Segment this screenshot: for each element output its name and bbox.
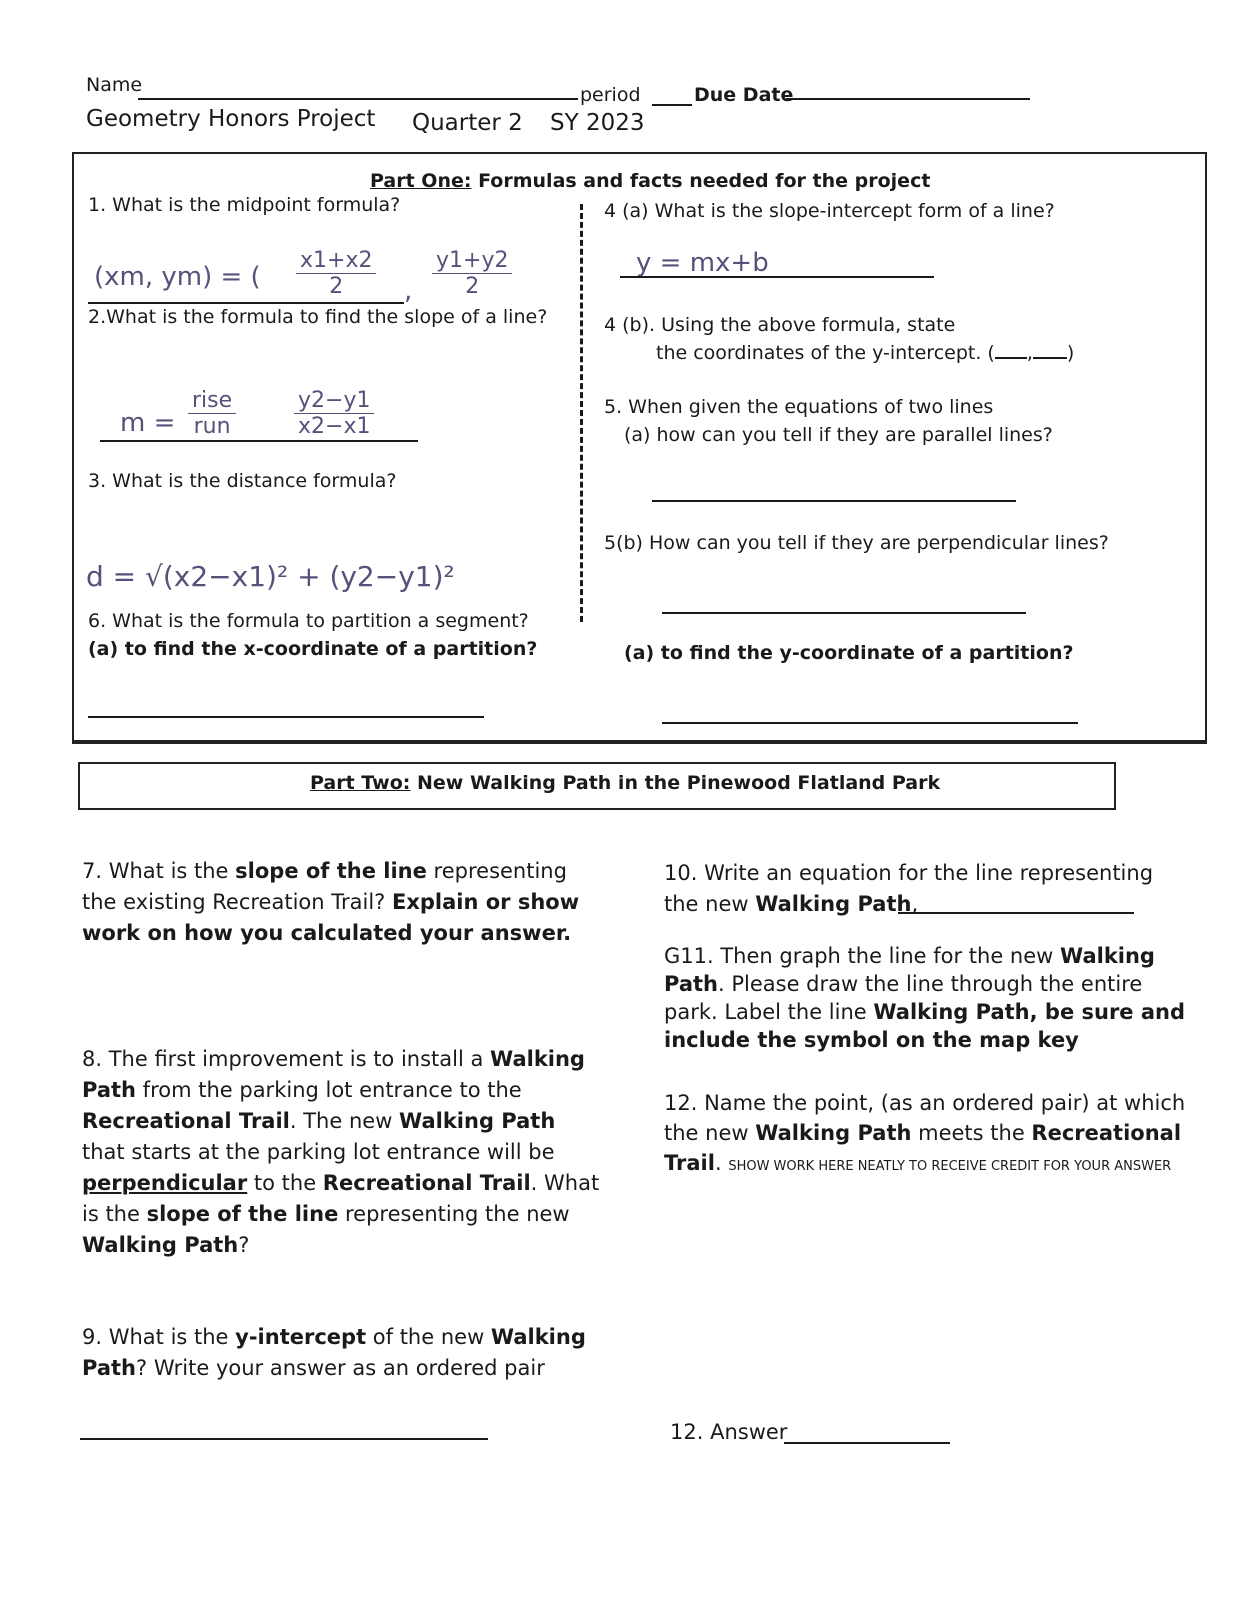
- question-1: 1. What is the midpoint formula?: [88, 194, 401, 216]
- q11-bold-2: Walking Path, be sure and include the symbol on the map key: [664, 1000, 1186, 1052]
- question-9: [82, 1322, 612, 1384]
- name-field[interactable]: [138, 98, 578, 100]
- slope-run: run: [193, 414, 231, 439]
- q12-text-3: .: [714, 1151, 729, 1175]
- slope-numerator: y2−y1: [294, 388, 374, 414]
- q8-bold-6: Walking Path: [82, 1233, 239, 1257]
- school-year: SY 2023: [550, 110, 645, 136]
- q7-bold-1: slope of the line: [235, 859, 427, 883]
- q8-text-8: ?: [238, 1233, 250, 1257]
- q8-text-7: representing the new: [338, 1202, 570, 1226]
- question-7: [82, 856, 602, 949]
- question-6b: (a) to find the y-coordinate of a partition?: [624, 642, 1074, 664]
- q11-text-2: . Please draw the line through the entire park. Label the line: [664, 972, 1143, 1024]
- q10-text-1: 10. Write an equation for the line representing the new: [664, 861, 1154, 916]
- question-5a: (a) how can you tell if they are parallel lines?: [624, 424, 1053, 446]
- midpoint-lhs: (xm, ym) = (: [94, 262, 261, 292]
- y-intercept-x-field[interactable]: [995, 357, 1027, 359]
- part-one-box-bottom: [72, 740, 1205, 742]
- period-field[interactable]: [652, 104, 692, 106]
- q8-text-1: 8. The first improvement is to install a: [82, 1047, 491, 1071]
- slope-y-over-x: [294, 388, 374, 439]
- name-label: Name: [86, 74, 143, 96]
- slope-m: m =: [120, 408, 176, 438]
- question-4b-prompt: the coordinates of the y-intercept. (: [656, 342, 995, 364]
- q9-text-1: 9. What is the: [82, 1325, 236, 1349]
- answer-line-q5b[interactable]: [662, 612, 1026, 614]
- q8-bold-1: Walking Path: [82, 1047, 585, 1102]
- q8-text-6: . What is the: [82, 1171, 600, 1226]
- q12-bold-1: Walking Path: [755, 1121, 912, 1145]
- q8-text-4: that starts at the parking lot entrance will be: [82, 1140, 555, 1164]
- question-10: [664, 858, 1184, 920]
- period-label: period: [580, 84, 641, 106]
- q9-bold-2: Walking Path: [82, 1325, 586, 1380]
- midpoint-x-numerator: x1+x2: [296, 248, 376, 274]
- answer-line-q2[interactable]: [100, 440, 418, 442]
- midpoint-y-denominator: 2: [465, 274, 480, 299]
- q11-bold-1: Walking Path: [664, 944, 1155, 996]
- question-12: [664, 1088, 1194, 1179]
- midpoint-comma: ,: [404, 276, 413, 306]
- question-4b-comma: ,: [1026, 342, 1033, 364]
- q9-text-3: ? Write your answer as an ordered pair: [136, 1356, 545, 1380]
- midpoint-x-fraction: [296, 248, 376, 299]
- q8-bold-5: slope of the line: [146, 1202, 339, 1226]
- answer-line-q10[interactable]: [898, 912, 1134, 914]
- q11-text-1: G11. Then graph the line for the new: [664, 944, 1061, 968]
- question-6a: (a) to find the x-coordinate of a partition?: [88, 638, 538, 660]
- q10-bold-1: Walking Path: [755, 892, 912, 916]
- answer-line-q9[interactable]: [80, 1438, 488, 1440]
- slope-rise-run: [188, 388, 236, 439]
- distance-formula: d = √(x2−x1)² + (y2−y1)²: [86, 560, 455, 593]
- question-5b: 5(b) How can you tell if they are perpendicular lines?: [604, 532, 1109, 554]
- question-4b-line1: 4 (b). Using the above formula, state: [604, 314, 956, 336]
- question-4b-close: ): [1066, 342, 1075, 364]
- course-title: Geometry Honors Project: [86, 106, 376, 132]
- question-12-answer-label: 12. Answer: [670, 1420, 788, 1444]
- question-4b-line2: [656, 342, 1074, 364]
- q9-text-2: of the new: [366, 1325, 491, 1349]
- midpoint-y-fraction: [432, 248, 512, 299]
- answer-line-q6b[interactable]: [662, 722, 1078, 724]
- q9-bold-1: y-intercept: [235, 1325, 367, 1349]
- y-intercept-y-field[interactable]: [1033, 357, 1067, 359]
- q7-bold-2: Explain or show work on how you calculated your answer.: [82, 890, 580, 945]
- q7-text-1: 7. What is the: [82, 859, 236, 883]
- q8-text-5: to the: [247, 1171, 323, 1195]
- q8-bold-3: Walking Path: [399, 1109, 556, 1133]
- q12-text-2: meets the: [911, 1121, 1032, 1145]
- question-2: 2.What is the formula to find the slope of a line?: [88, 306, 548, 328]
- slope-intercept-answer: y = mx+b: [636, 248, 769, 278]
- question-6: 6. What is the formula to partition a segment?: [88, 610, 529, 632]
- answer-line-q6a[interactable]: [88, 716, 484, 718]
- question-5-line1: 5. When given the equations of two lines: [604, 396, 994, 418]
- due-date-field[interactable]: [786, 98, 1030, 100]
- part-two-heading: [310, 772, 940, 794]
- q8-bold-4: Recreational Trail: [322, 1171, 531, 1195]
- part-two-title: Part Two:: [310, 772, 411, 794]
- answer-line-q12[interactable]: [784, 1442, 950, 1444]
- q12-text-1: 12. Name the point, (as an ordered pair) at which the new: [664, 1091, 1186, 1145]
- part-one-subtitle: Formulas and facts needed for the project: [478, 170, 931, 192]
- slope-denominator: x2−x1: [298, 414, 371, 439]
- answer-line-q5a[interactable]: [652, 500, 1016, 502]
- question-11: [664, 942, 1190, 1054]
- q8-text-3: . The new: [289, 1109, 400, 1133]
- part-one-heading: [370, 170, 930, 192]
- answer-line-q1[interactable]: [88, 302, 404, 304]
- answer-line-q4a[interactable]: [620, 276, 934, 278]
- q8-text-2: from the parking lot entrance to the: [136, 1078, 522, 1102]
- slope-rise: rise: [188, 388, 236, 414]
- midpoint-y-numerator: y1+y2: [432, 248, 512, 274]
- q12-show-work-note: SHOW WORK HERE NEATLY TO RECEIVE CREDIT FOR YOUR ANSWER: [728, 1159, 1172, 1174]
- q10-text-2: ,: [911, 892, 919, 916]
- q8-bold-2: Recreational Trail: [82, 1109, 290, 1133]
- part-one-title: Part One:: [370, 170, 472, 192]
- question-8: [82, 1044, 604, 1261]
- question-4a: 4 (a) What is the slope-intercept form of a line?: [604, 200, 1055, 222]
- question-3: 3. What is the distance formula?: [88, 470, 397, 492]
- q7-text-2: representing the existing Recreation Trail?: [82, 859, 567, 914]
- due-date-label: Due Date: [694, 84, 794, 106]
- quarter-label: Quarter 2: [412, 110, 523, 136]
- q12-bold-2: Recreational Trail: [664, 1121, 1182, 1175]
- midpoint-x-denominator: 2: [329, 274, 344, 299]
- part-two-subtitle: New Walking Path in the Pinewood Flatland Park: [417, 772, 941, 794]
- column-divider: [580, 204, 583, 622]
- q8-underline-1: perpendicular: [82, 1171, 248, 1195]
